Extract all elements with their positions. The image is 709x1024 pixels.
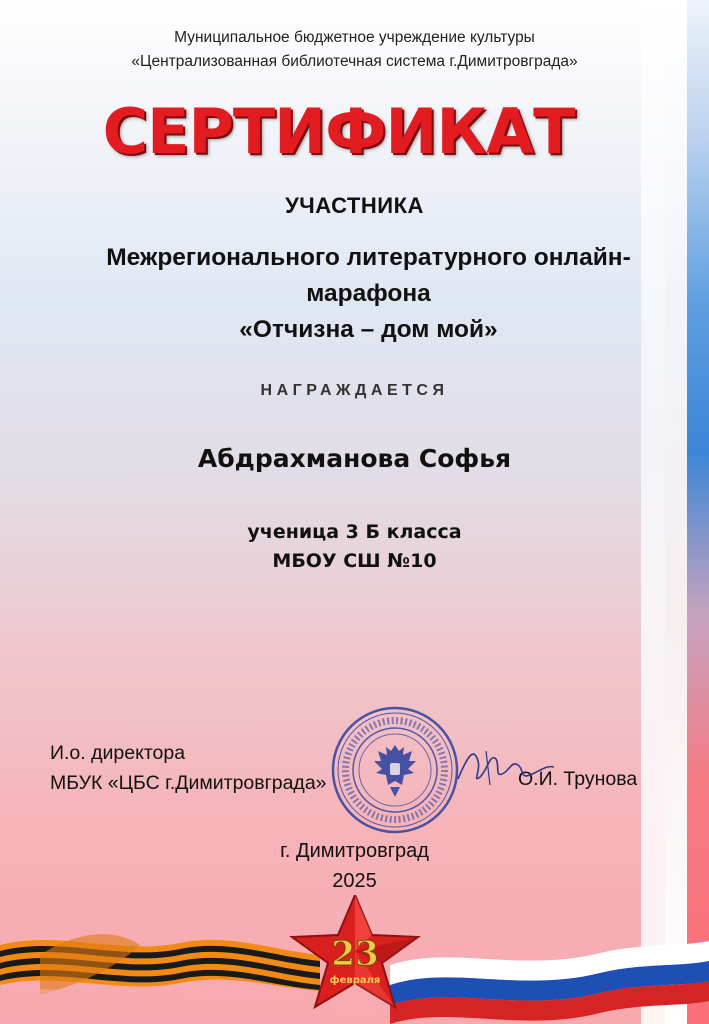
- event-line-3: «Отчизна – дом мой»: [239, 316, 498, 343]
- event-line-1: Межрегионального литературного онлайн-: [106, 244, 631, 271]
- russian-flag-ribbon-icon: [390, 941, 709, 1024]
- city-year: [0, 836, 709, 896]
- signer-name: О.И. Трунова: [518, 768, 638, 790]
- ribbon-decoration: [0, 895, 709, 1024]
- org-line-1: Муниципальное бюджетное учреждение культуры: [174, 29, 535, 46]
- position-line-2: МБУК «ЦБС г.Димитровграда»: [50, 772, 327, 794]
- award-label: НАГРАЖДАЕТСЯ: [260, 382, 449, 399]
- emblem-word: февраля: [329, 975, 381, 986]
- city: г. Димитровград: [280, 840, 429, 862]
- recipient-name: Абдрахманова Софья: [197, 444, 512, 473]
- year: 2025: [332, 870, 377, 892]
- eagle-emblem-icon: [374, 745, 416, 797]
- director-position: [50, 738, 327, 798]
- recipient-class: ученица 3 Б класса: [247, 521, 462, 543]
- organization-header: [0, 26, 709, 74]
- emblem-number: 23: [331, 934, 379, 974]
- certificate-subtitle: УЧАСТНИКА: [285, 193, 424, 218]
- event-name: [14, 240, 709, 348]
- recipient-school: МБОУ СШ №10: [272, 550, 437, 572]
- position-line-1: И.о. директора: [50, 742, 186, 764]
- event-line-2: марафона: [306, 280, 431, 307]
- recipient-details: [0, 518, 709, 576]
- st-george-ribbon-icon: [0, 934, 330, 1024]
- org-line-2: «Централизованная библиотечная система г.Димитровграда»: [131, 53, 578, 70]
- certificate-title: СЕРТИФИКАТ: [102, 95, 575, 168]
- signature-scribble: [450, 735, 560, 795]
- seal-stamp: [330, 705, 460, 835]
